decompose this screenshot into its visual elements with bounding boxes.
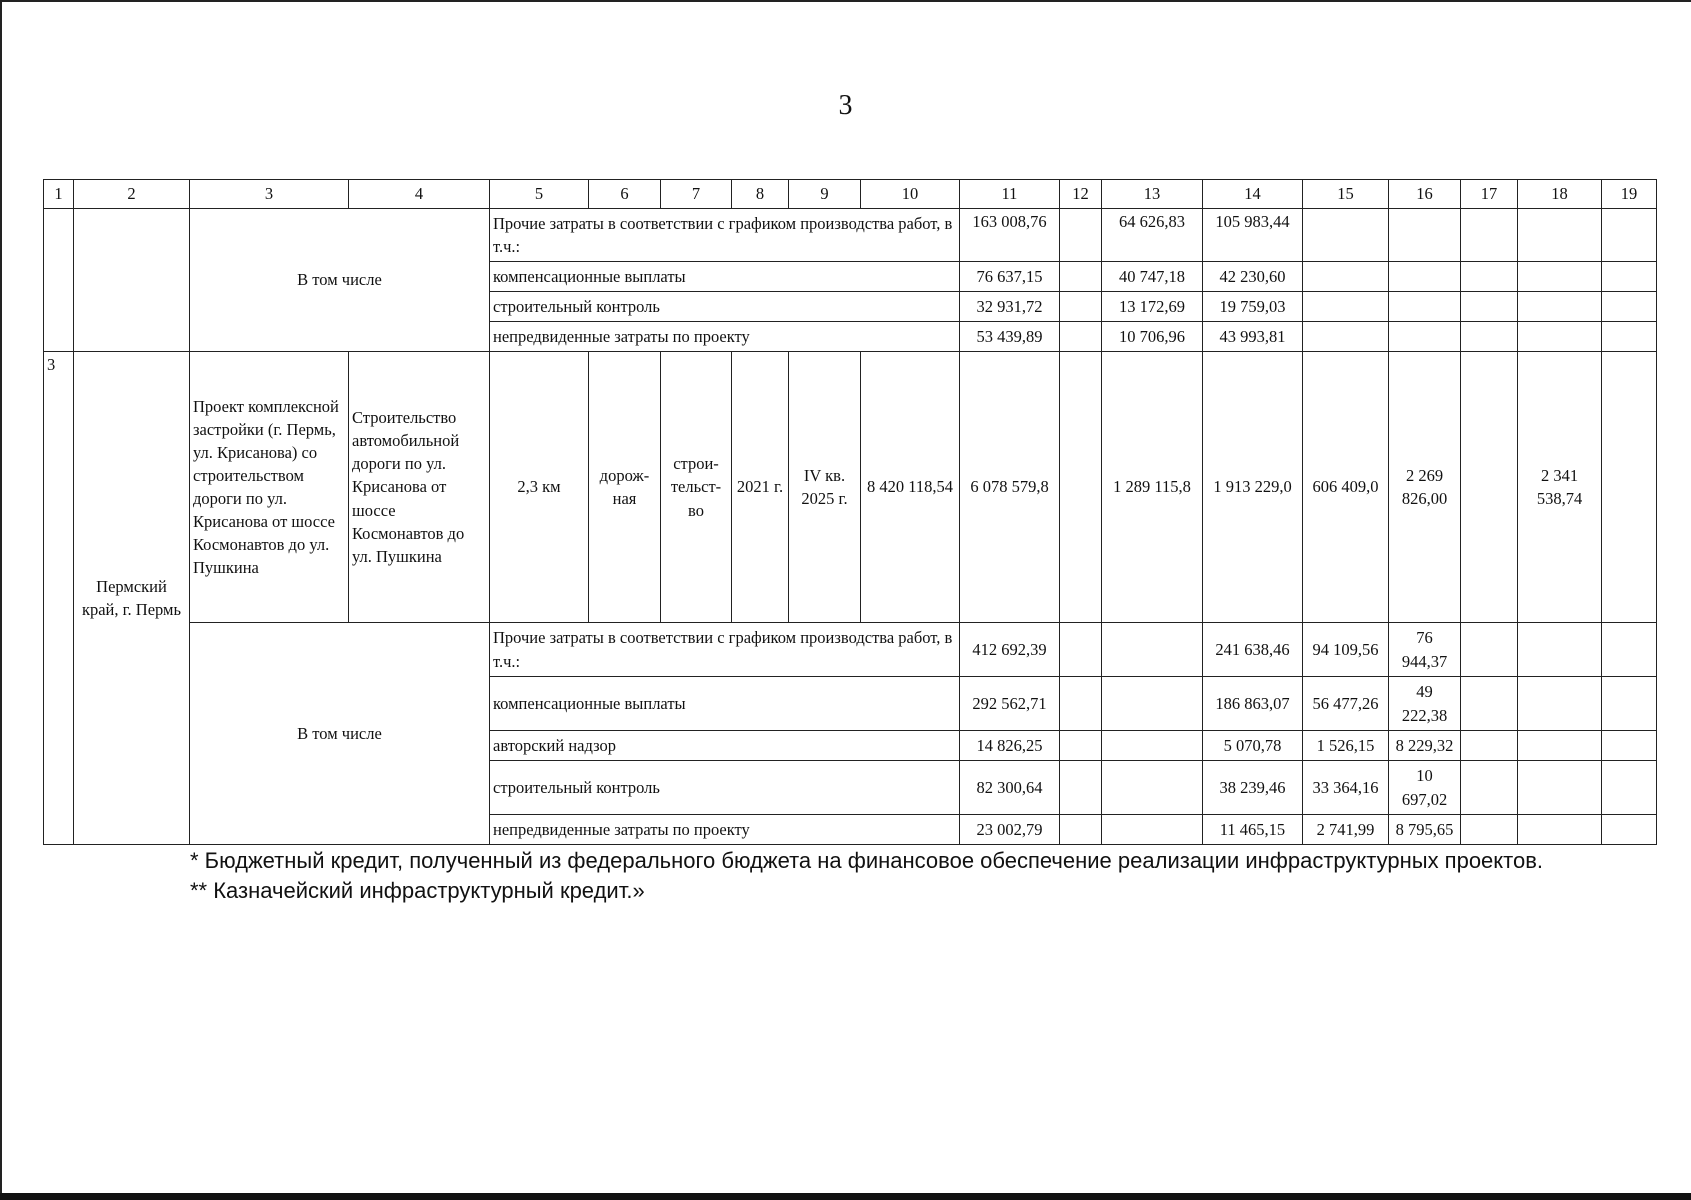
- cell-col17: [1461, 731, 1518, 761]
- cell-col15: 2 741,99: [1303, 815, 1389, 845]
- col-header: 3: [190, 180, 349, 209]
- cell-col14: 5 070,78: [1203, 731, 1303, 761]
- cell-col16: 76 944,37: [1389, 623, 1461, 677]
- col-header: 12: [1060, 180, 1102, 209]
- cell-col14: 11 465,15: [1203, 815, 1303, 845]
- column-number-row: [44, 180, 1657, 209]
- cell-col18: [1518, 262, 1602, 292]
- col-header: 1: [44, 180, 74, 209]
- cell-col11: 82 300,64: [960, 761, 1060, 815]
- col-header: 11: [960, 180, 1060, 209]
- col-header: 19: [1602, 180, 1657, 209]
- cell-col19: [1602, 209, 1657, 262]
- cell-col19: [1602, 731, 1657, 761]
- cost-description: непредвиденные затраты по проекту: [490, 322, 960, 352]
- cell-col16: 10 697,02: [1389, 761, 1461, 815]
- cell-col12: [1060, 623, 1102, 677]
- cell-col9: IV кв. 2025 г.: [789, 352, 861, 623]
- cell-col13: [1102, 677, 1203, 731]
- cell-col18: [1518, 623, 1602, 677]
- cell-col8: 2021 г.: [732, 352, 789, 623]
- cell-col12: [1060, 352, 1102, 623]
- cell-col17: [1461, 209, 1518, 262]
- cost-description: непредвиденные затраты по проекту: [490, 815, 960, 845]
- cell-col19: [1602, 352, 1657, 623]
- cell-col6: дорож-ная: [589, 352, 661, 623]
- cell-col12: [1060, 677, 1102, 731]
- cell-col12: [1060, 209, 1102, 262]
- cost-description: компенсационные выплаты: [490, 677, 960, 731]
- cell-col11: 412 692,39: [960, 623, 1060, 677]
- cost-description: компенсационные выплаты: [490, 262, 960, 292]
- cell-col16: 8 795,65: [1389, 815, 1461, 845]
- cell-col16: [1389, 292, 1461, 322]
- col-header: 5: [490, 180, 589, 209]
- cell-col16: [1389, 209, 1461, 262]
- cell-col18: [1518, 322, 1602, 352]
- group-label: В том числе: [190, 209, 490, 352]
- cell-col12: [1060, 322, 1102, 352]
- col-header: 15: [1303, 180, 1389, 209]
- cell-col13: [1102, 731, 1203, 761]
- cell-col14: 186 863,07: [1203, 677, 1303, 731]
- cell-col15: 56 477,26: [1303, 677, 1389, 731]
- cell-col16: [1389, 322, 1461, 352]
- cost-description: Прочие затраты в соответствии с графиком производства работ, в т.ч.:: [490, 209, 960, 262]
- cost-description: строительный контроль: [490, 761, 960, 815]
- cell-col19: [1602, 322, 1657, 352]
- col-header: 9: [789, 180, 861, 209]
- scan-border-bottom: [0, 1193, 1691, 1200]
- cell-col17: [1461, 761, 1518, 815]
- cell-col13: 64 626,83: [1102, 209, 1203, 262]
- cell-col15: [1303, 262, 1389, 292]
- cell-col14: 43 993,81: [1203, 322, 1303, 352]
- cell-col19: [1602, 815, 1657, 845]
- cell-col18: [1518, 815, 1602, 845]
- cell-col14: 1 913 229,0: [1203, 352, 1303, 623]
- col-header: 7: [661, 180, 732, 209]
- cell-col14: 19 759,03: [1203, 292, 1303, 322]
- cell-col13: [1102, 761, 1203, 815]
- table-row: [44, 209, 1657, 262]
- cell-col7: строи-тельст-во: [661, 352, 732, 623]
- cost-description: строительный контроль: [490, 292, 960, 322]
- col-header: 8: [732, 180, 789, 209]
- col-header: 2: [74, 180, 190, 209]
- scan-border-left: [0, 0, 2, 1200]
- cell-col15: 33 364,16: [1303, 761, 1389, 815]
- table-row: [44, 352, 1657, 623]
- cell-col16: 2 269 826,00: [1389, 352, 1461, 623]
- cell-col15: 94 109,56: [1303, 623, 1389, 677]
- cell-col14: 38 239,46: [1203, 761, 1303, 815]
- cell-col19: [1602, 677, 1657, 731]
- table-row: [44, 623, 1657, 677]
- cell-col14: 42 230,60: [1203, 262, 1303, 292]
- cell-col13: [1102, 623, 1203, 677]
- cell-col14: 241 638,46: [1203, 623, 1303, 677]
- cell-col18: [1518, 292, 1602, 322]
- scan-border-top: [0, 0, 1691, 2]
- cell-col17: [1461, 677, 1518, 731]
- cell-col14: 105 983,44: [1203, 209, 1303, 262]
- cell-col18: [1518, 761, 1602, 815]
- cell-col13: 40 747,18: [1102, 262, 1203, 292]
- footnote-budget-credit: * Бюджетный кредит, полученный из федерального бюджета на финансовое обеспечение реализации инфраструктурных проектов.: [190, 848, 1544, 873]
- financing-table: [43, 179, 1657, 845]
- cell-col17: [1461, 292, 1518, 322]
- cell-col19: [1602, 761, 1657, 815]
- cell-col19: [1602, 292, 1657, 322]
- cell-col11: 14 826,25: [960, 731, 1060, 761]
- col-header: 4: [349, 180, 490, 209]
- cell-col15: [1303, 322, 1389, 352]
- cell-col13: [1102, 815, 1203, 845]
- object-cell: Строительство автомобильной дороги по ул. Крисанова от шоссе Космонавтов до ул. Пушкина: [349, 352, 490, 623]
- region-cell: Пермский край, г. Пермь: [74, 352, 190, 845]
- cell-col16: 8 229,32: [1389, 731, 1461, 761]
- cell-col17: [1461, 815, 1518, 845]
- cell-col5: 2,3 км: [490, 352, 589, 623]
- cell-col15: [1303, 209, 1389, 262]
- cell-col11: 23 002,79: [960, 815, 1060, 845]
- col-header: 14: [1203, 180, 1303, 209]
- cell-col19: [1602, 623, 1657, 677]
- cell-col11: 76 637,15: [960, 262, 1060, 292]
- cell-col18: [1518, 731, 1602, 761]
- cell-col19: [1602, 262, 1657, 292]
- cell-col13: 1 289 115,8: [1102, 352, 1203, 623]
- cell-col12: [1060, 761, 1102, 815]
- cell-col15: 606 409,0: [1303, 352, 1389, 623]
- col-header: 13: [1102, 180, 1203, 209]
- cell-empty: [44, 209, 74, 352]
- cell-col17: [1461, 623, 1518, 677]
- cell-col11: 6 078 579,8: [960, 352, 1060, 623]
- col-header: 10: [861, 180, 960, 209]
- cell-empty: [74, 209, 190, 352]
- cell-col15: [1303, 292, 1389, 322]
- cell-col12: [1060, 731, 1102, 761]
- col-header: 18: [1518, 180, 1602, 209]
- cell-col13: 13 172,69: [1102, 292, 1203, 322]
- cell-col18: [1518, 209, 1602, 262]
- cost-description: авторский надзор: [490, 731, 960, 761]
- project-cell: Проект комплексной застройки (г. Пермь, ул. Крисанова) со строительством дороги по ул. Крисанова от шоссе Космонавтов до ул. Пушкина: [190, 352, 349, 623]
- group-label: В том числе: [190, 623, 490, 845]
- footnote-treasury-credit: ** Казначейский инфраструктурный кредит.»: [190, 878, 645, 903]
- cell-col17: [1461, 352, 1518, 623]
- cell-col12: [1060, 292, 1102, 322]
- row-number: 3: [44, 352, 74, 845]
- cell-col16: 49 222,38: [1389, 677, 1461, 731]
- cell-col11: 32 931,72: [960, 292, 1060, 322]
- cell-col11: 292 562,71: [960, 677, 1060, 731]
- cell-col17: [1461, 322, 1518, 352]
- cell-col10: 8 420 118,54: [861, 352, 960, 623]
- cell-col13: 10 706,96: [1102, 322, 1203, 352]
- cell-col12: [1060, 815, 1102, 845]
- col-header: 17: [1461, 180, 1518, 209]
- cell-col16: [1389, 262, 1461, 292]
- page-number: 3: [838, 90, 853, 121]
- cell-col18: 2 341 538,74: [1518, 352, 1602, 623]
- cell-col17: [1461, 262, 1518, 292]
- cell-col18: [1518, 677, 1602, 731]
- cell-col11: 163 008,76: [960, 209, 1060, 262]
- cell-col15: 1 526,15: [1303, 731, 1389, 761]
- cell-col11: 53 439,89: [960, 322, 1060, 352]
- col-header: 16: [1389, 180, 1461, 209]
- cost-description: Прочие затраты в соответствии с графиком производства работ, в т.ч.:: [490, 623, 960, 677]
- col-header: 6: [589, 180, 661, 209]
- cell-col12: [1060, 262, 1102, 292]
